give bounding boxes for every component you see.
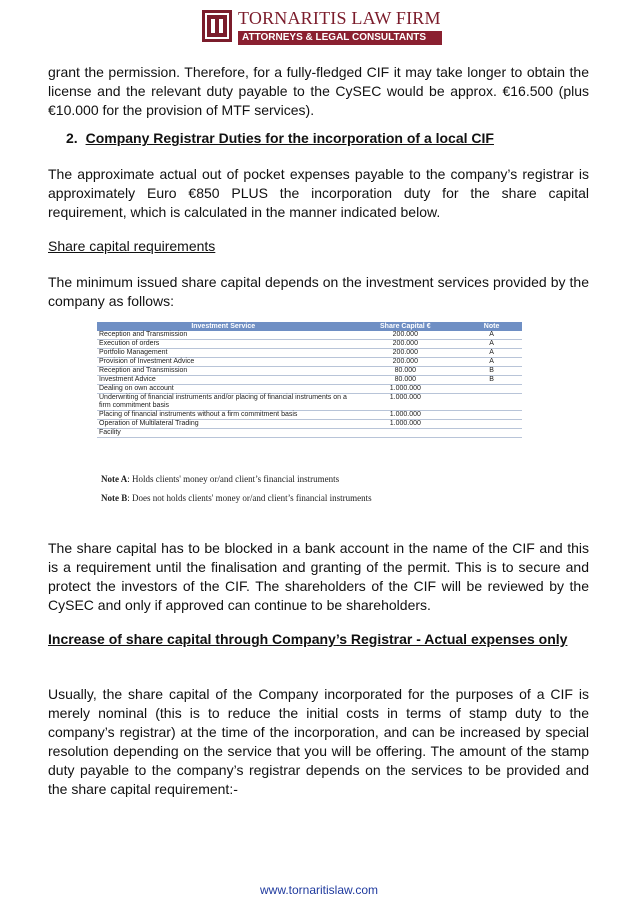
service-cell: Dealing on own account — [97, 385, 349, 394]
column-header: Note — [461, 322, 522, 331]
table-row — [97, 367, 522, 376]
section-2-heading — [66, 129, 586, 148]
capital-cell: 1.000.000 — [349, 411, 461, 420]
service-cell: Execution of orders — [97, 340, 349, 349]
paragraph-minimum-capital: The minimum issued share capital depends on the investment services provided by the company as follows: — [48, 274, 589, 309]
service-cell: Reception and Transmission — [97, 331, 349, 340]
section-2-title: Company Registrar Duties for the incorporation of a local CIF — [85, 130, 494, 146]
table-row — [97, 340, 522, 349]
paragraph-registrar-expenses: The approximate actual out of pocket expenses payable to the company’s registrar is approximately Euro €850 PLUS the incorporation duty for the share capital requirement, which is calculated in the manner indicated below. — [48, 166, 589, 220]
note-cell: A — [461, 358, 522, 367]
capital-cell: 1.000.000 — [349, 385, 461, 394]
note-cell: B — [461, 376, 522, 385]
capital-cell: 80.000 — [349, 367, 461, 376]
paragraph-blocked-capital: The share capital has to be blocked in a bank account in the name of the CIF and this is a requirement until the finalisation and granting of the permit. This is to secure and protect the investors of the CIF. The shareholders of the CIF will be reviewed by the CySEC and only if approved can continue to be shareholders. — [48, 540, 589, 613]
note-cell: B — [461, 367, 522, 376]
note-cell: A — [461, 349, 522, 358]
table-row — [97, 394, 522, 411]
footer-website-link[interactable]: www.tornaritislaw.com — [259, 883, 379, 897]
paragraph-stamp-duty: Usually, the share capital of the Company incorporated for the purposes of a CIF is merely nominal (this is to reduce the initial costs in terms of stamp duty to the company’s registrar) at the time of the incorporation, and can be increased by special resolution depending on the service that you will be offering. The amount of the stamp duty payable to the company’s registrar depends on the services to be provided and the share capital requirement:- — [48, 686, 589, 797]
table-note-b — [101, 493, 372, 503]
capital-cell: 200.000 — [349, 349, 461, 358]
note-cell — [461, 420, 522, 429]
capital-cell: 200.000 — [349, 331, 461, 340]
table-row — [97, 411, 522, 420]
note-cell — [461, 385, 522, 394]
service-cell: Provision of Investment Advice — [97, 358, 349, 367]
note-cell — [461, 411, 522, 420]
table-row — [97, 358, 522, 367]
note-b-label: Note B — [101, 493, 128, 503]
service-cell: Reception and Transmission — [97, 367, 349, 376]
letterhead — [202, 8, 442, 48]
capital-cell: 80.000 — [349, 376, 461, 385]
share-capital-heading: Share capital requirements — [48, 238, 216, 254]
note-b-text: : Does not holds clients' money or/and client’s financial instruments — [127, 493, 372, 503]
share-capital-table — [97, 322, 522, 503]
capital-cell — [349, 429, 461, 438]
table-row — [97, 349, 522, 358]
note-cell — [461, 394, 522, 411]
table-row — [97, 331, 522, 340]
capital-cell: 200.000 — [349, 358, 461, 367]
capital-cell: 200.000 — [349, 340, 461, 349]
capital-cell: 1.000.000 — [349, 394, 461, 411]
firm-logo — [202, 10, 232, 42]
note-cell — [461, 429, 522, 438]
firm-subtitle: ATTORNEYS & LEGAL CONSULTANTS — [238, 31, 442, 45]
table-row — [97, 429, 522, 438]
note-a-text: : Holds clients' money or/and client’s financial instruments — [127, 474, 340, 484]
note-cell: A — [461, 331, 522, 340]
table-header-row — [97, 322, 522, 331]
service-cell: Operation of Multilateral Trading — [97, 420, 349, 429]
paragraph-permission: grant the permission. Therefore, for a fully-fledged CIF it may take longer to obtain the license and the relevant duty payable to the CySEC would be approx. €16.500 (plus €10.000 for the provision of MTF services). — [48, 64, 589, 118]
service-cell: Facility — [97, 429, 349, 438]
table-row — [97, 376, 522, 385]
service-cell: Underwriting of financial instruments and/or placing of financial instruments on a firm commitment basis — [97, 394, 349, 411]
column-header: Investment Service — [97, 322, 349, 331]
increase-capital-heading: Increase of share capital through Company’s Registrar - Actual expenses only — [48, 631, 568, 647]
section-2-number: 2. — [66, 130, 78, 146]
service-cell: Investment Advice — [97, 376, 349, 385]
column-header: Share Capital € — [349, 322, 461, 331]
service-cell: Portfolio Management — [97, 349, 349, 358]
note-cell: A — [461, 340, 522, 349]
table-row — [97, 420, 522, 429]
service-cell: Placing of financial instruments without a firm commitment basis — [97, 411, 349, 420]
capital-cell: 1.000.000 — [349, 420, 461, 429]
table-note-a — [101, 474, 339, 484]
note-a-label: Note A — [101, 474, 128, 484]
table-row — [97, 385, 522, 394]
firm-name: TORNARITIS LAW FIRM — [238, 8, 441, 28]
